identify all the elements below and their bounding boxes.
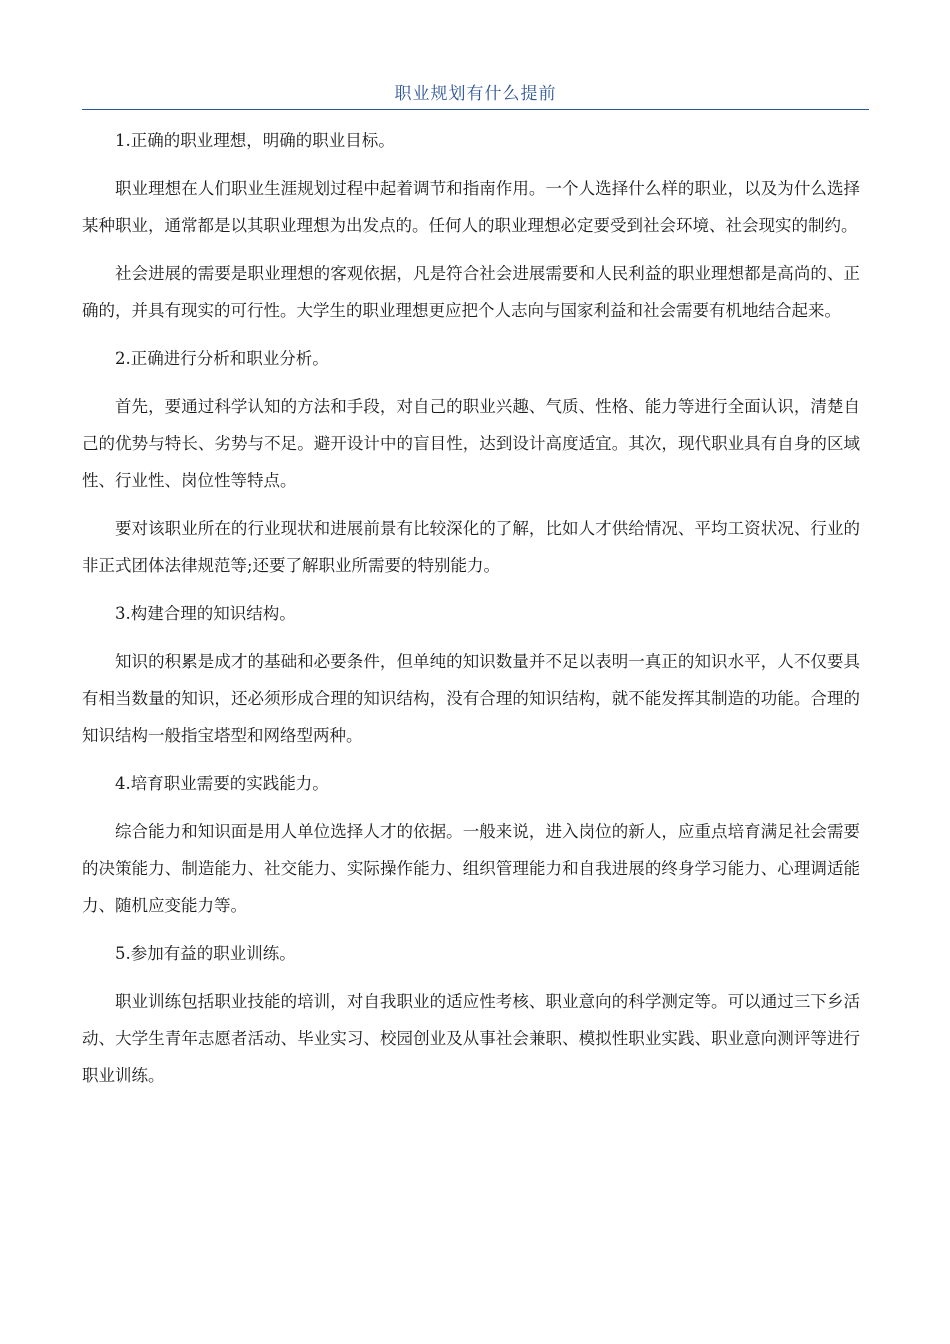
paragraph: 综合能力和知识面是用人单位选择人才的依据。一般来说，进入岗位的新人，应重点培育满足社会需要的决策能力、制造能力、社交能力、实际操作能力、组织管理能力和自我进展的终身学习能力、心理调适能力、随机应变能力等。 [82, 822, 860, 915]
section-heading-2: 2.正确进行分析和职业分析。 [115, 349, 329, 368]
section-heading-5: 5.参加有益的职业训练。 [115, 944, 296, 963]
section-heading-1: 1.正确的职业理想，明确的职业目标。 [115, 131, 395, 150]
document-body [82, 122, 860, 1105]
paragraph: 要对该职业所在的行业现状和进展前景有比较深化的了解，比如人才供给情况、平均工资状况、行业的非正式团体法律规范等;还要了解职业所需要的特别能力。 [82, 519, 860, 575]
document-title: 职业规划有什么提前 [394, 84, 557, 104]
section-heading-4: 4.培育职业需要的实践能力。 [115, 774, 329, 793]
paragraph: 知识的积累是成才的基础和必要条件，但单纯的知识数量并不足以表明一真正的知识水平，人不仅要具有相当数量的知识，还必须形成合理的知识结构，没有合理的知识结构，就不能发挥其制造的功能。合理的知识结构一般指宝塔型和网络型两种。 [82, 652, 860, 745]
paragraph: 社会进展的需要是职业理想的客观依据，凡是符合社会进展需要和人民利益的职业理想都是高尚的、正确的，并具有现实的可行性。大学生的职业理想更应把个人志向与国家利益和社会需要有机地结合起来。 [82, 264, 860, 320]
section-heading-3: 3.构建合理的知识结构。 [115, 604, 296, 623]
paragraph: 职业理想在人们职业生涯规划过程中起着调节和指南作用。一个人选择什么样的职业，以及为什么选择某种职业，通常都是以其职业理想为出发点的。任何人的职业理想必定要受到社会环境、社会现实的制约。 [82, 179, 860, 235]
paragraph: 职业训练包括职业技能的培训，对自我职业的适应性考核、职业意向的科学测定等。可以通过三下乡活动、大学生青年志愿者活动、毕业实习、校园创业及从事社会兼职、模拟性职业实践、职业意向测评等进行职业训练。 [82, 992, 860, 1085]
paragraph: 首先，要通过科学认知的方法和手段，对自己的职业兴趣、气质、性格、能力等进行全面认识，清楚自己的优势与特长、劣势与不足。避开设计中的盲目性，达到设计高度适宜。其次，现代职业具有自身的区域性、行业性、岗位性等特点。 [82, 397, 860, 490]
page-header [82, 80, 869, 110]
